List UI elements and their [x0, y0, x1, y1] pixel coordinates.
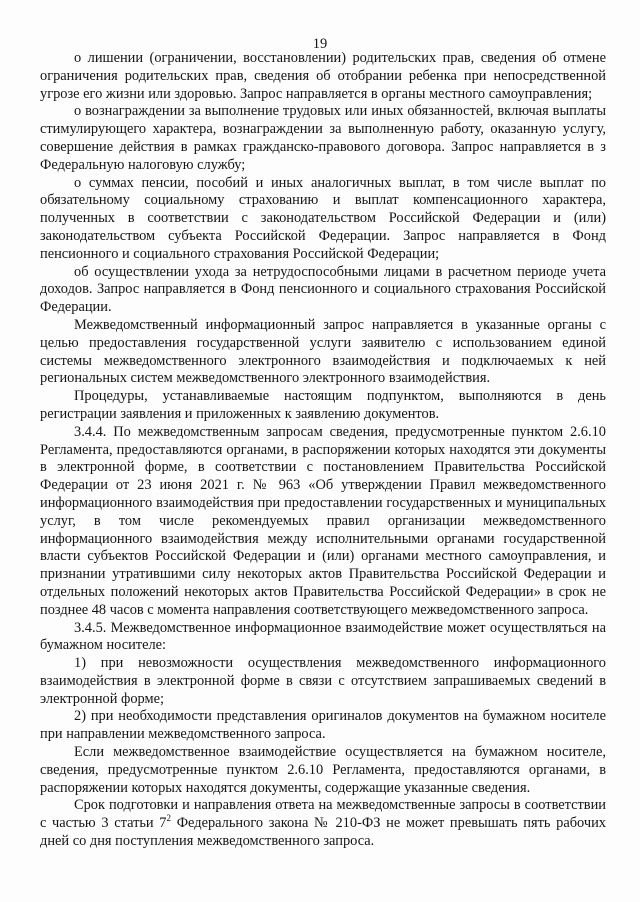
- article-superscript: 2: [166, 813, 172, 824]
- deadline-text-start: Срок подготовки и направления ответа на межведомственные запросы в соответствии с частью 3 статьи 7: [40, 797, 606, 832]
- deadline-text-end: Федерального закона № 210-ФЗ не может превышать пять рабочих дней со дня поступления межведомственного запроса.: [40, 815, 606, 850]
- paragraph-pensions: о суммах пенсии, пособий и иных аналогичных выплат, в том числе выплат по обязательному социальному страхованию и выплат компенсационного характера, полученных в соответствии с законодательством Российской Федерации и (или) законодательством субъекта Российской Федерации. Запрос направляется в Фонд пенсионного и социального страхования Российской Федерации;: [40, 174, 606, 262]
- paragraph-response-deadline: [40, 797, 606, 850]
- paragraph-item-1: 1) при невозможности осуществления межведомственного информационного взаимодействия в электронной форме в связи с отсутствием запрашиваемых сведений в электронной форме;: [40, 655, 606, 707]
- paragraph-remuneration: о вознаграждении за выполнение трудовых или иных обязанностей, включая выплаты стимулирующего характера, вознаграждении за выполненную работу, оказанную услугу, совершение действия в рамках гражданско-правового договора. Запрос направляется в з Федеральную налоговую службу;: [40, 103, 606, 173]
- document-body: [40, 50, 606, 851]
- paragraph-care: об осуществлении ухода за нетрудоспособными лицами в расчетном периоде учета доходов. Запрос направляется в Фонд пенсионного и социального страхования Российской Федерации.: [40, 263, 606, 316]
- paragraph-interagency-request: Межведомственный информационный запрос направляется в указанные органы с целью предоставления государственной услуги заявителю с использованием единой системы межведомственного электронного взаимодействия и подключаемых к ней региональных систем межведомственного электронного взаимодействия.: [40, 316, 606, 387]
- paragraph-item-2: 2) при необходимости представления оригиналов документов на бумажном носителе при направлении межведомственного запроса.: [40, 708, 606, 743]
- page-number: 19: [312, 36, 328, 52]
- paragraph-3-4-5: 3.4.5. Межведомственное информационное взаимодействие может осуществляться на бумажном носителе:: [40, 619, 606, 654]
- paragraph-procedures: Процедуры, устанавливаемые настоящим подпунктом, выполняются в день регистрации заявления и приложенных к заявлению документов.: [40, 388, 606, 422]
- paragraph-3-4-4: 3.4.4. По межведомственным запросам сведения, предусмотренные пунктом 2.6.10 Регламента, предоставляются органами, в распоряжении которых находятся эти документы в электронной форме, в соответствии с постановлением Правительства Российской Федерации от 23 июня 2021 г. № 963 «Об утверждении Правил межведомственного информационного взаимодействия при предоставлении государственных и муниципальных услуг, в том числе рекомендуемых правил организации межведомственного информационного взаимодействия между исполнительными органами государственной власти субъектов Российской Федерации и (или) органами местного самоуправления, и признании утратившими силу некоторых актов Правительства Российской Федерации и отдельных положений некоторых актов Правительства Российской Федерации» в срок не позднее 48 часов с момента направления соответствующего межведомственного запроса.: [40, 423, 606, 618]
- paragraph-parental-rights: о лишении (ограничении, восстановлении) родительских прав, сведения об отмене ограничения родительских прав, сведения об отобрании ребенка при непосредственной угрозе его жизни или здоровью. Запрос направляется в органы местного самоуправления;: [40, 50, 606, 102]
- paragraph-paper-carrier: Если межведомственное взаимодействие осуществляется на бумажном носителе, сведения, предусмотренные пунктом 2.6.10 Регламента, предоставляются органами, в распоряжении которых находятся документы, содержащие указанные сведения.: [40, 744, 606, 796]
